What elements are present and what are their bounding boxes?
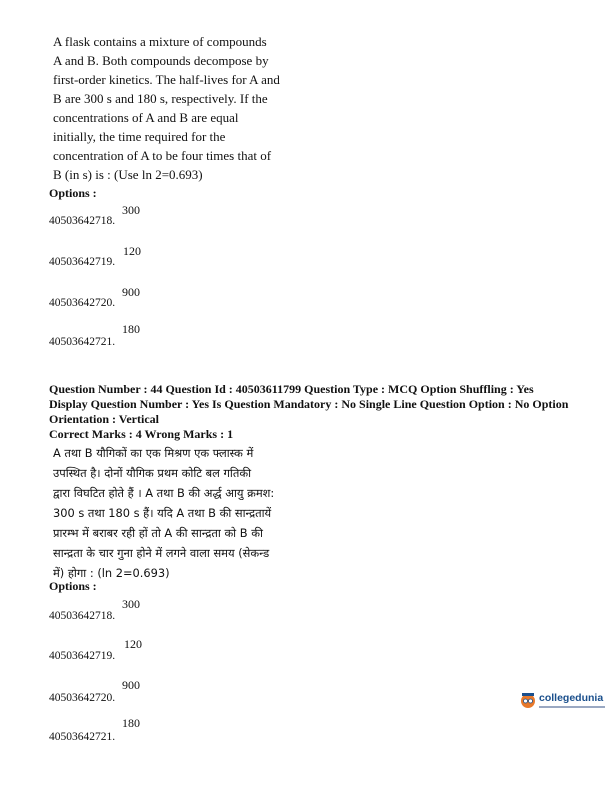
question-meta-line: Display Question Number : Yes Is Question Mandatory : No Single Line Question Option : No Option [49,397,569,411]
question-line: प्रारम्भ में बराबर रही हों तो A की सान्द्रता को B की [53,526,263,540]
question-line: A and B. Both compounds decompose by [53,53,269,68]
option-value: 300 [122,203,140,217]
collegedunia-logo [518,690,606,716]
option-value: 120 [123,244,141,258]
question-line: initially, the time required for the [53,129,226,144]
option-id: 40503642719. [49,256,116,268]
option-item [49,197,249,227]
question-meta [49,382,589,427]
option-value: 900 [122,285,140,299]
question-line: 300 s तथा 180 s हैं। यदि A तथा B की सान्द्रतायें [53,506,272,520]
question-line: concentrations of A and B are equal [53,110,239,125]
question-meta-line: Orientation : Vertical [49,412,159,426]
option-id: 40503642718. [49,610,116,622]
question-text-hindi [53,443,293,583]
question-line: में) होगा : (ln 2=0.693) [53,566,170,580]
option-value: 900 [122,678,140,692]
option-item [49,318,249,348]
option-id: 40503642721. [49,336,116,348]
question-line: B are 300 s and 180 s, respectively. If the [53,91,268,106]
question-line: concentration of A to be four times that of [53,148,272,163]
options-label: Options : [49,186,97,200]
options-label: Options : [49,579,97,593]
question-line: first-order kinetics. The half-lives for A and [53,72,280,87]
option-item [49,238,249,268]
option-item [49,713,249,743]
option-value: 120 [124,637,142,651]
option-id: 40503642718. [49,215,116,227]
question-meta-line: Question Number : 44 Question Id : 40503611799 Question Type : MCQ Option Shuffling : Yes [49,382,534,396]
option-id: 40503642720. [49,297,116,309]
logo-wordmark: collegedunia [539,692,604,704]
option-id: 40503642720. [49,692,116,704]
question-line: उपस्थित है। दोनों यौगिक प्रथम कोटि बल गतिकी [53,466,252,480]
option-value: 180 [122,716,140,730]
option-id: 40503642719. [49,650,116,662]
question-line: B (in s) is : (Use ln 2=0.693) [53,167,203,182]
graduate-mascot-icon [518,690,538,710]
option-item [49,279,249,309]
question-line: सान्द्रता के चार गुना होने में लगने वाला समय (सेकन्ड [53,546,270,560]
option-value: 300 [122,597,140,611]
option-item [49,632,249,662]
question-text-english [53,32,291,184]
question-line: द्वारा विघटित होते हैं । A तथा B की अर्द्ध आयु क्रमश: [53,486,275,500]
question-line: A तथा B यौगिकों का एक मिश्रण एक फ्लास्क में [53,446,254,460]
question-line: A flask contains a mixture of compounds [53,34,267,49]
option-item [49,674,249,704]
option-id: 40503642721. [49,731,116,743]
option-value: 180 [122,322,140,336]
marks-info: Correct Marks : 4 Wrong Marks : 1 [49,427,234,441]
logo-tagline [539,706,605,708]
option-item [49,592,249,622]
